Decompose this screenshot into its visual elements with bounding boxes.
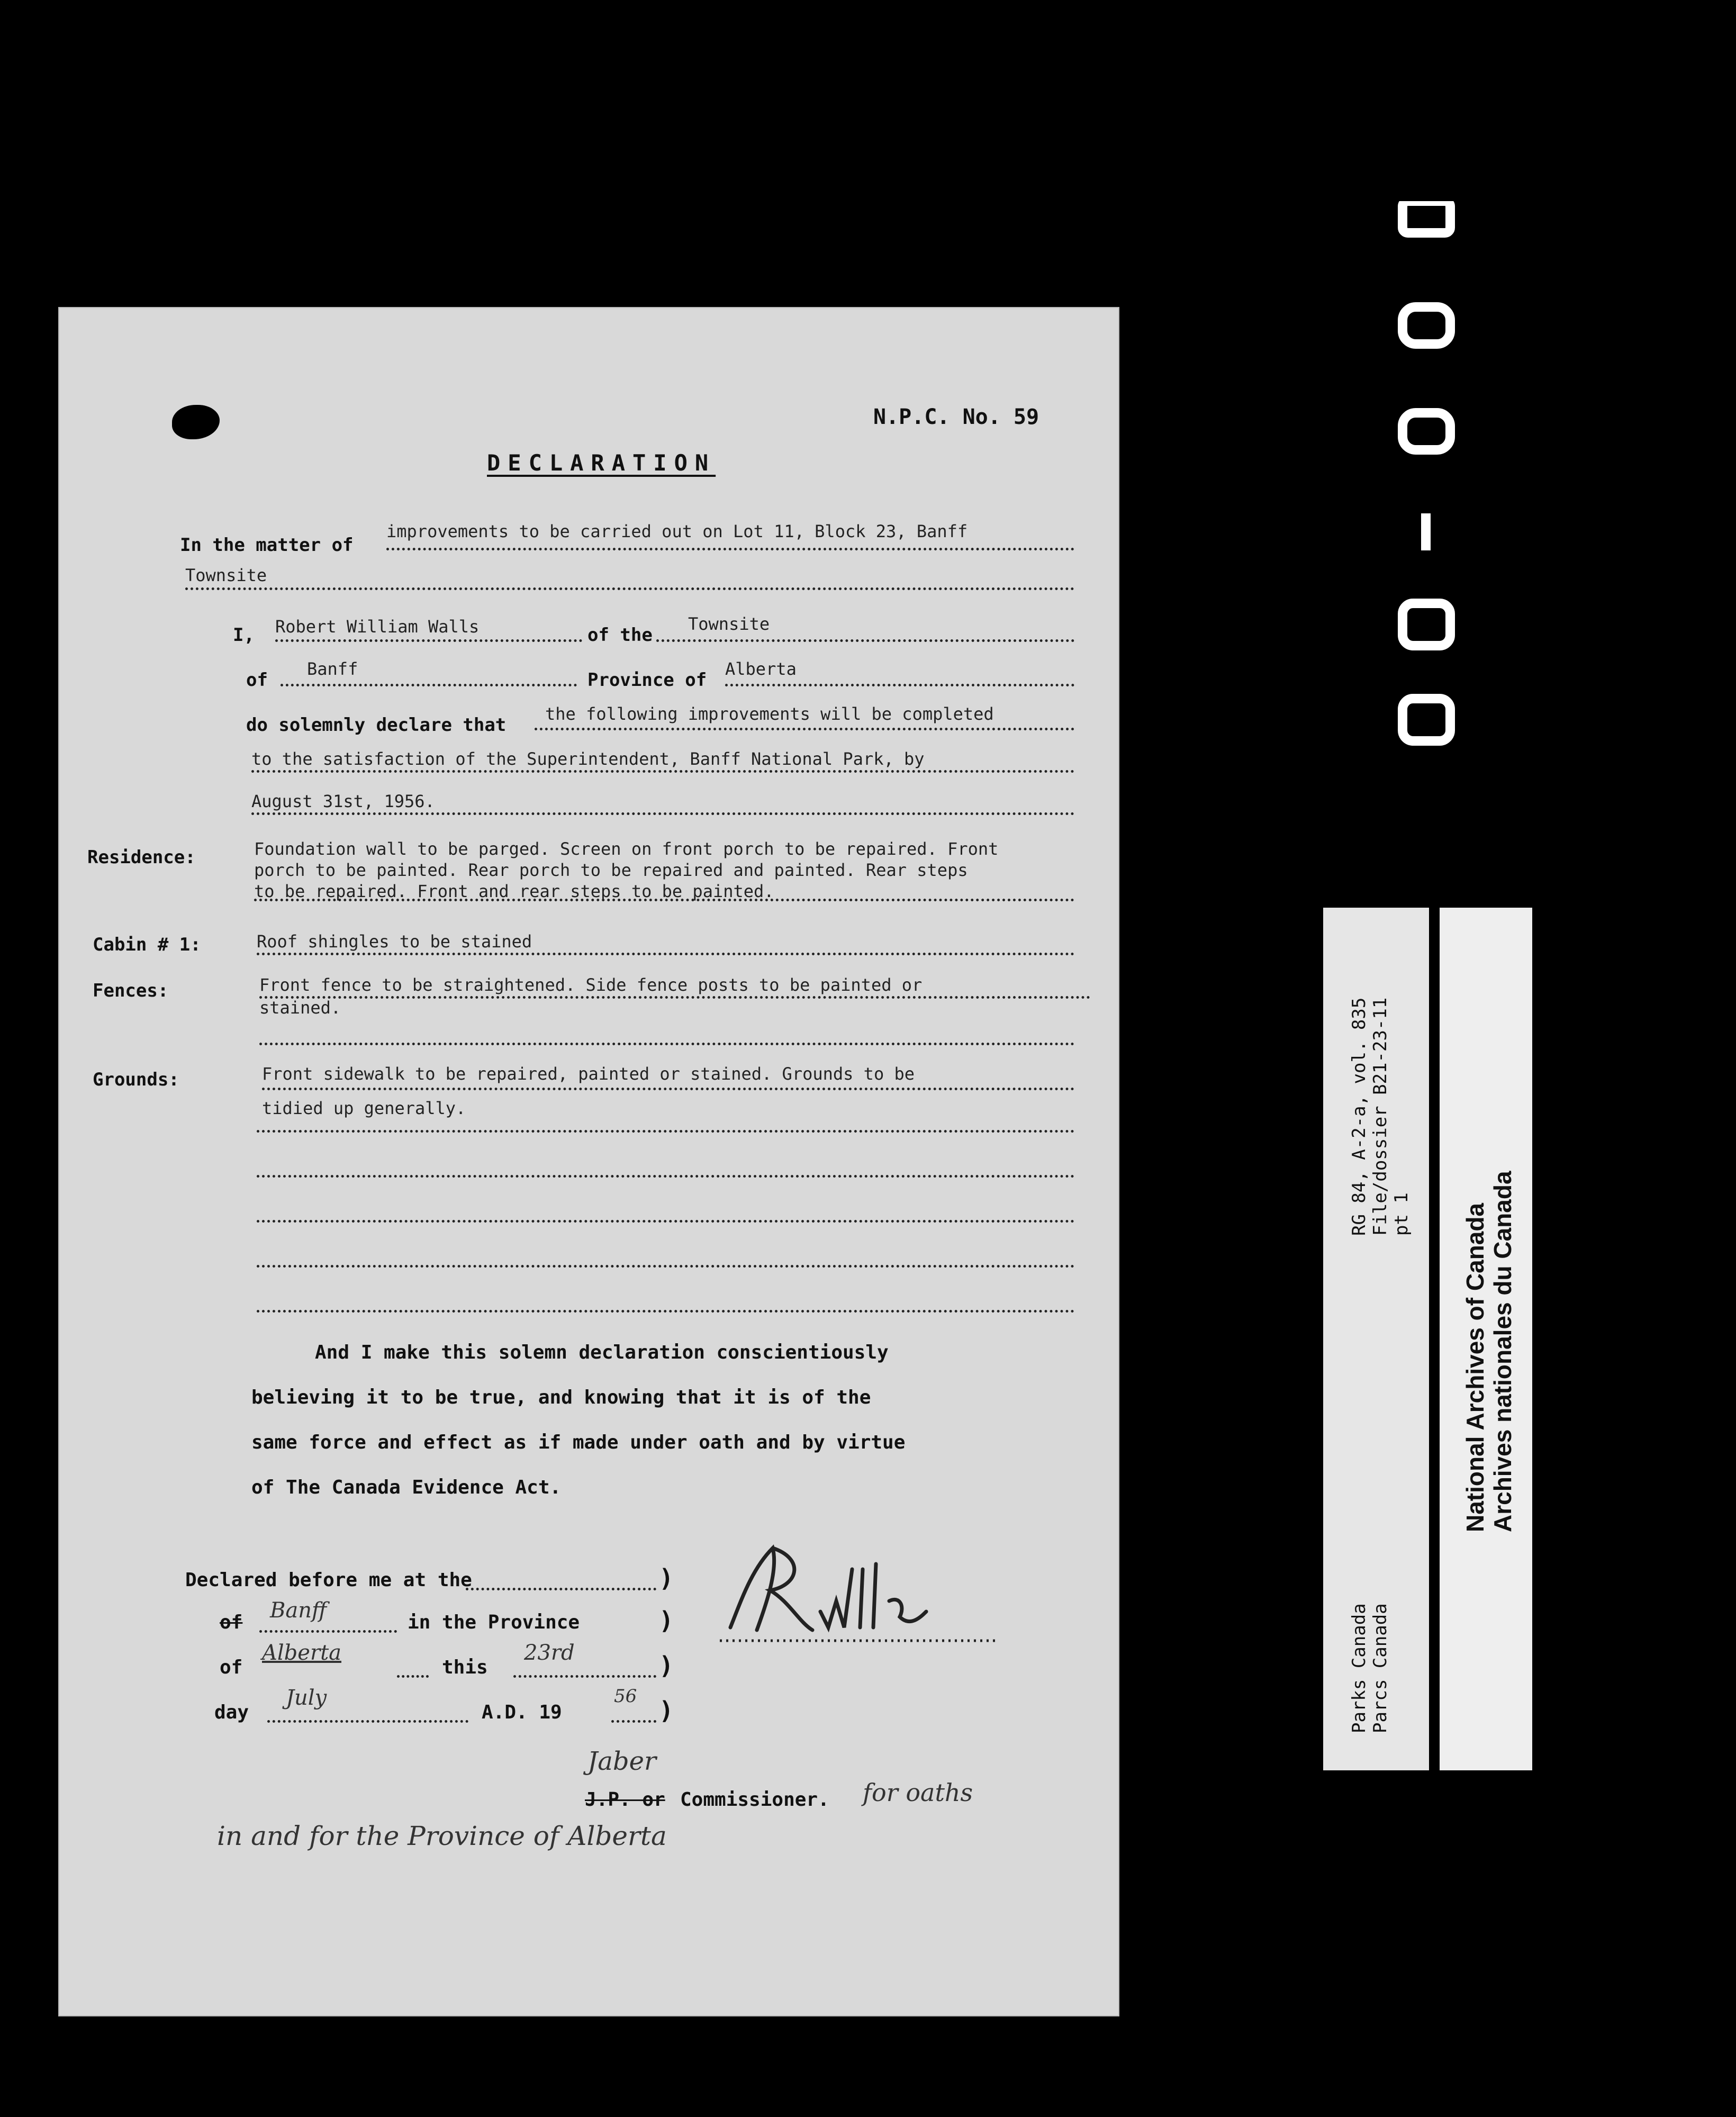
province: Alberta [725,659,797,679]
matter-line2-dots [185,587,1074,590]
declared-month: July [286,1686,327,1710]
fences-dots-2 [259,1043,1074,1045]
place-dots [281,684,577,686]
place-type: Townsite [688,614,770,634]
archive-ref-line2: File/dossier B21-23-11 [1370,997,1391,1236]
residence-label: Residence: [87,847,196,868]
year-dots [611,1720,656,1723]
ad-label: A.D. 19 [482,1702,562,1723]
in-province-label: in the Province [408,1612,580,1633]
agency-fr: Parcs Canada [1370,1603,1391,1733]
bracket-2: ) [659,1606,674,1635]
declarant-name: Robert William Walls [275,617,480,637]
declared-of2: of [220,1657,243,1678]
place-type-dots [656,639,1074,642]
commissioner-for-oaths: for oaths [863,1778,973,1807]
this-label: this [442,1657,488,1678]
blank-dots-4 [257,1310,1074,1313]
closing-line1: And I make this solemn declaration conscientiously [315,1342,889,1363]
declaration-form [58,307,1119,2016]
grounds-dots-1 [262,1088,1074,1090]
archive-ref-line1: RG 84, A-2-a, vol. 835 [1349,997,1370,1236]
declare-line1: the following improvements will be completed [545,704,994,724]
bracket-4: ) [659,1696,674,1725]
declarant-name-dots [275,639,582,642]
ink-blot [172,405,220,439]
declarant-signature [720,1537,995,1643]
closing-line4: of The Canada Evidence Act. [251,1477,562,1498]
commissioner-title: Commissioner. [680,1789,829,1811]
declare-line2-dots [251,770,1074,773]
fences-line1: Front fence to be straightened. Side fence posts to be painted or [259,975,923,995]
residence-line3: to be repaired. Front and rear steps to be painted. [254,881,774,901]
declared-of1: of [220,1612,243,1633]
archive-ref-line3: pt 1 [1391,1192,1412,1236]
archives-en: National Archives of Canada [1461,1202,1489,1532]
declared-line1-dots [466,1588,656,1590]
day-label: day [214,1702,249,1723]
archives-name-card [1440,908,1532,1770]
blank-dots-3 [257,1265,1074,1268]
declared-province-dots [397,1675,429,1678]
province-label: Province of [587,670,707,691]
cabin-dots [257,953,1074,955]
fences-line2: stained. [259,998,341,1018]
agency-en: Parks Canada [1349,1603,1370,1733]
cabin-line1: Roof shingles to be stained [257,931,532,952]
frame-number [1397,201,1455,752]
bracket-1: ) [659,1564,674,1593]
declared-day-dots [513,1675,656,1678]
closing-line2: believing it to be true, and knowing that it is of the [251,1387,871,1408]
declare-line3-dots [251,812,1074,815]
blank-dots-2 [257,1220,1074,1223]
matter-line2: Townsite [185,565,267,585]
form-number: N.P.C. No. 59 [873,405,1039,429]
grounds-line1: Front sidewalk to be repaired, painted or stained. Grounds to be [262,1064,915,1084]
grounds-line2: tidied up generally. [262,1098,466,1118]
declare-line2: to the satisfaction of the Superintendent, Banff National Park, by [251,749,925,769]
page-title: DECLARATION [487,450,716,476]
of-label: of [246,670,268,691]
province-dots [725,684,1074,686]
cabin-label: Cabin # 1: [93,934,201,955]
closing-line3: same force and effect as if made under oath and by virtue [251,1432,906,1453]
declared-province: Alberta [262,1641,341,1665]
declared-place-dots [259,1630,397,1633]
declare-line1-dots [535,728,1074,730]
commissioner-jurisdiction: in and for the Province of Alberta [217,1821,667,1851]
residence-dots [254,899,1074,901]
matter-line1: improvements to be carried out on Lot 11, Block 23, Banff [386,521,968,541]
declared-place: Banff [270,1598,327,1623]
declared-line1: Declared before me at the [185,1569,472,1591]
declare-line3: August 31st, 1956. [251,791,435,811]
residence-line2: porch to be painted. Rear porch to be repaired and painted. Rear steps [254,860,968,880]
declared-month-dots [267,1720,468,1723]
archives-fr: Archives nationales du Canada [1489,1171,1516,1532]
fences-dots-1 [259,996,1090,999]
archive-reference-card [1323,908,1429,1770]
declarant-i-label: I, [233,625,255,646]
place: Banff [307,659,358,679]
matter-label: In the matter of [180,535,354,556]
grounds-dots-2 [257,1130,1074,1133]
declare-label: do solemnly declare that [246,714,507,736]
year-suffix: 56 [614,1686,637,1707]
declared-day-value: 23rd [524,1641,575,1665]
blank-dots-1 [257,1175,1074,1178]
fences-label: Fences: [93,980,169,1001]
residence-line1: Foundation wall to be parged. Screen on front porch to be repaired. Front [254,839,999,859]
bracket-3: ) [659,1651,674,1680]
grounds-label: Grounds: [93,1069,179,1090]
of-the-label: of the [587,625,653,646]
matter-line1-dots [386,548,1074,550]
commissioner-prefix: J.P. or [585,1789,665,1811]
commissioner-handwritten-name: Jaber [587,1747,656,1776]
